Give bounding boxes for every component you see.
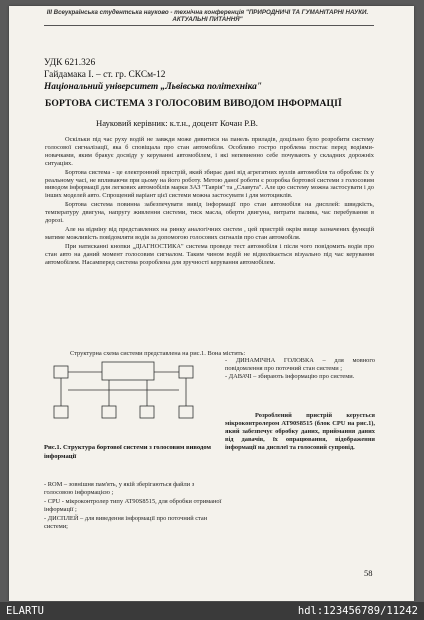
list-item: - ДИНАМІЧНА ГОЛОВКА – для мовного повідомлення про поточний стан системи ; [225, 357, 375, 372]
structure-diagram [44, 360, 216, 432]
footer-source: ELARTU [6, 605, 44, 617]
list-item: - ROM – зовнішня пам'ять, у якій зберігаються файли з голосовою інформацією ; [44, 481, 195, 496]
body-text [45, 136, 374, 268]
paragraph: Але на відміну від представлених на ринку аналогічних систем , цей пристрій окрім вище зазначених функцій матиме можливість повідомляти водія за допомогою голосових сигналів про стан автомобіля. [45, 225, 374, 241]
list-item: - ДАВАЧІ – збирають інформацію про системи. [225, 373, 355, 380]
conference-line-1: ІІІ Всеукраїнська студентська науково - технічна конференція "ПРИРОДНИЧІ ТА ГУМАНІТАРНІ НАУКИ. [46, 9, 369, 16]
paragraph: Бортова система - це електронний пристрій, який збирає дані від агрегатних вузлів автомобіля та обробляє їх у реальному часі, не впливаючи при цьому на його роботу. Метою даної роботи є розробка бортової системи з голосовим виводом інформації для легкових автомобілів марки ЗАЗ "Таврія" та „Славута". Але цю систему можна застосувати і до інших моделей авто. Спрощений варіант цієї системи можна застосувати і для мотоциклів. [45, 168, 374, 200]
block-sensor-1 [102, 406, 116, 418]
paragraph: При натисканні кнопки „ДІАГНОСТИКА" система проведе тест автомобіля і після чого повідомить водія про стан авто на даний момент голосовим сигналом. Таким чином водій не відволікається візуально під час керування автомобілем. Насамперед система розроблена для зручності керування автомобілем. [45, 242, 374, 266]
udc-code: УДК 621.326 [44, 58, 96, 68]
block-sensor-3 [179, 406, 193, 418]
right-list [225, 357, 375, 381]
block-display [179, 366, 193, 378]
block-speaker [54, 406, 68, 418]
conference-line-2: АКТУАЛЬНІ ПИТАННЯ" [172, 16, 243, 23]
paragraph: Бортова система повинна забезпечувати вивід інформації про стан автомобіля на дисплей: швидкість, температуру двигуна, напругу живлення системи, тиск масла, оберти двигуна, витрати палива, час перебування в дорозі. [45, 201, 374, 225]
controller-paragraph: Розроблений пристрій керується мікроконтролером AT90S8515 (блок CPU на рис.1), який забезпечує обробку даних, приймання даних від давачів, їх опрацювання, відображення інформації на дисплеї та голосовий супровід. [225, 412, 375, 451]
list-item: - CPU - мікроконтролер типу AT90S8515, для обробки отриманої інформації ; [44, 497, 222, 513]
university-line: Національний університет „Львівська політехніка" [44, 82, 263, 92]
figure-caption: Рис.1. Структура бортової системи з голосовим виводом інформації [44, 444, 212, 460]
left-list [44, 481, 222, 531]
page-number: 58 [364, 568, 373, 578]
header-divider [44, 25, 374, 26]
block-sensor-2 [140, 406, 154, 418]
block-cpu [102, 362, 154, 380]
footer-handle: hdl:123456789/11242 [297, 605, 418, 617]
conference-header [30, 9, 385, 23]
advisor-line: Науковий керівник: к.т.н., доцент Кочан Р.В. [96, 118, 258, 128]
list-item: - ДИСПЛЕЙ – для виведення інформації про поточний стан системи; [44, 514, 208, 530]
paper-title: БОРТОВА СИСТЕМА З ГОЛОСОВИМ ВИВОДОМ ІНФОРМАЦІЇ [45, 98, 342, 109]
author-line: Гайдамака І. – ст. гр. СКСм-12 [44, 70, 166, 80]
structure-intro: Структурна схема системи представлена на рис.1. Вона містить: [70, 350, 246, 357]
footer-bar [0, 602, 424, 620]
paragraph: Оскільки під час руху водій не завжди може дивитися на панель приладів, доцільно було розробити систему голосової сигналізації, яка б сповіщала про стан автомобіля. Особливо гостро проблема постає перед водіями-новачками, яким бракує досвіду у керуванні автомобілем, і які непевненно себе почувають у складних дорожніх ситуаціях. [45, 136, 374, 167]
block-rom [54, 366, 68, 378]
